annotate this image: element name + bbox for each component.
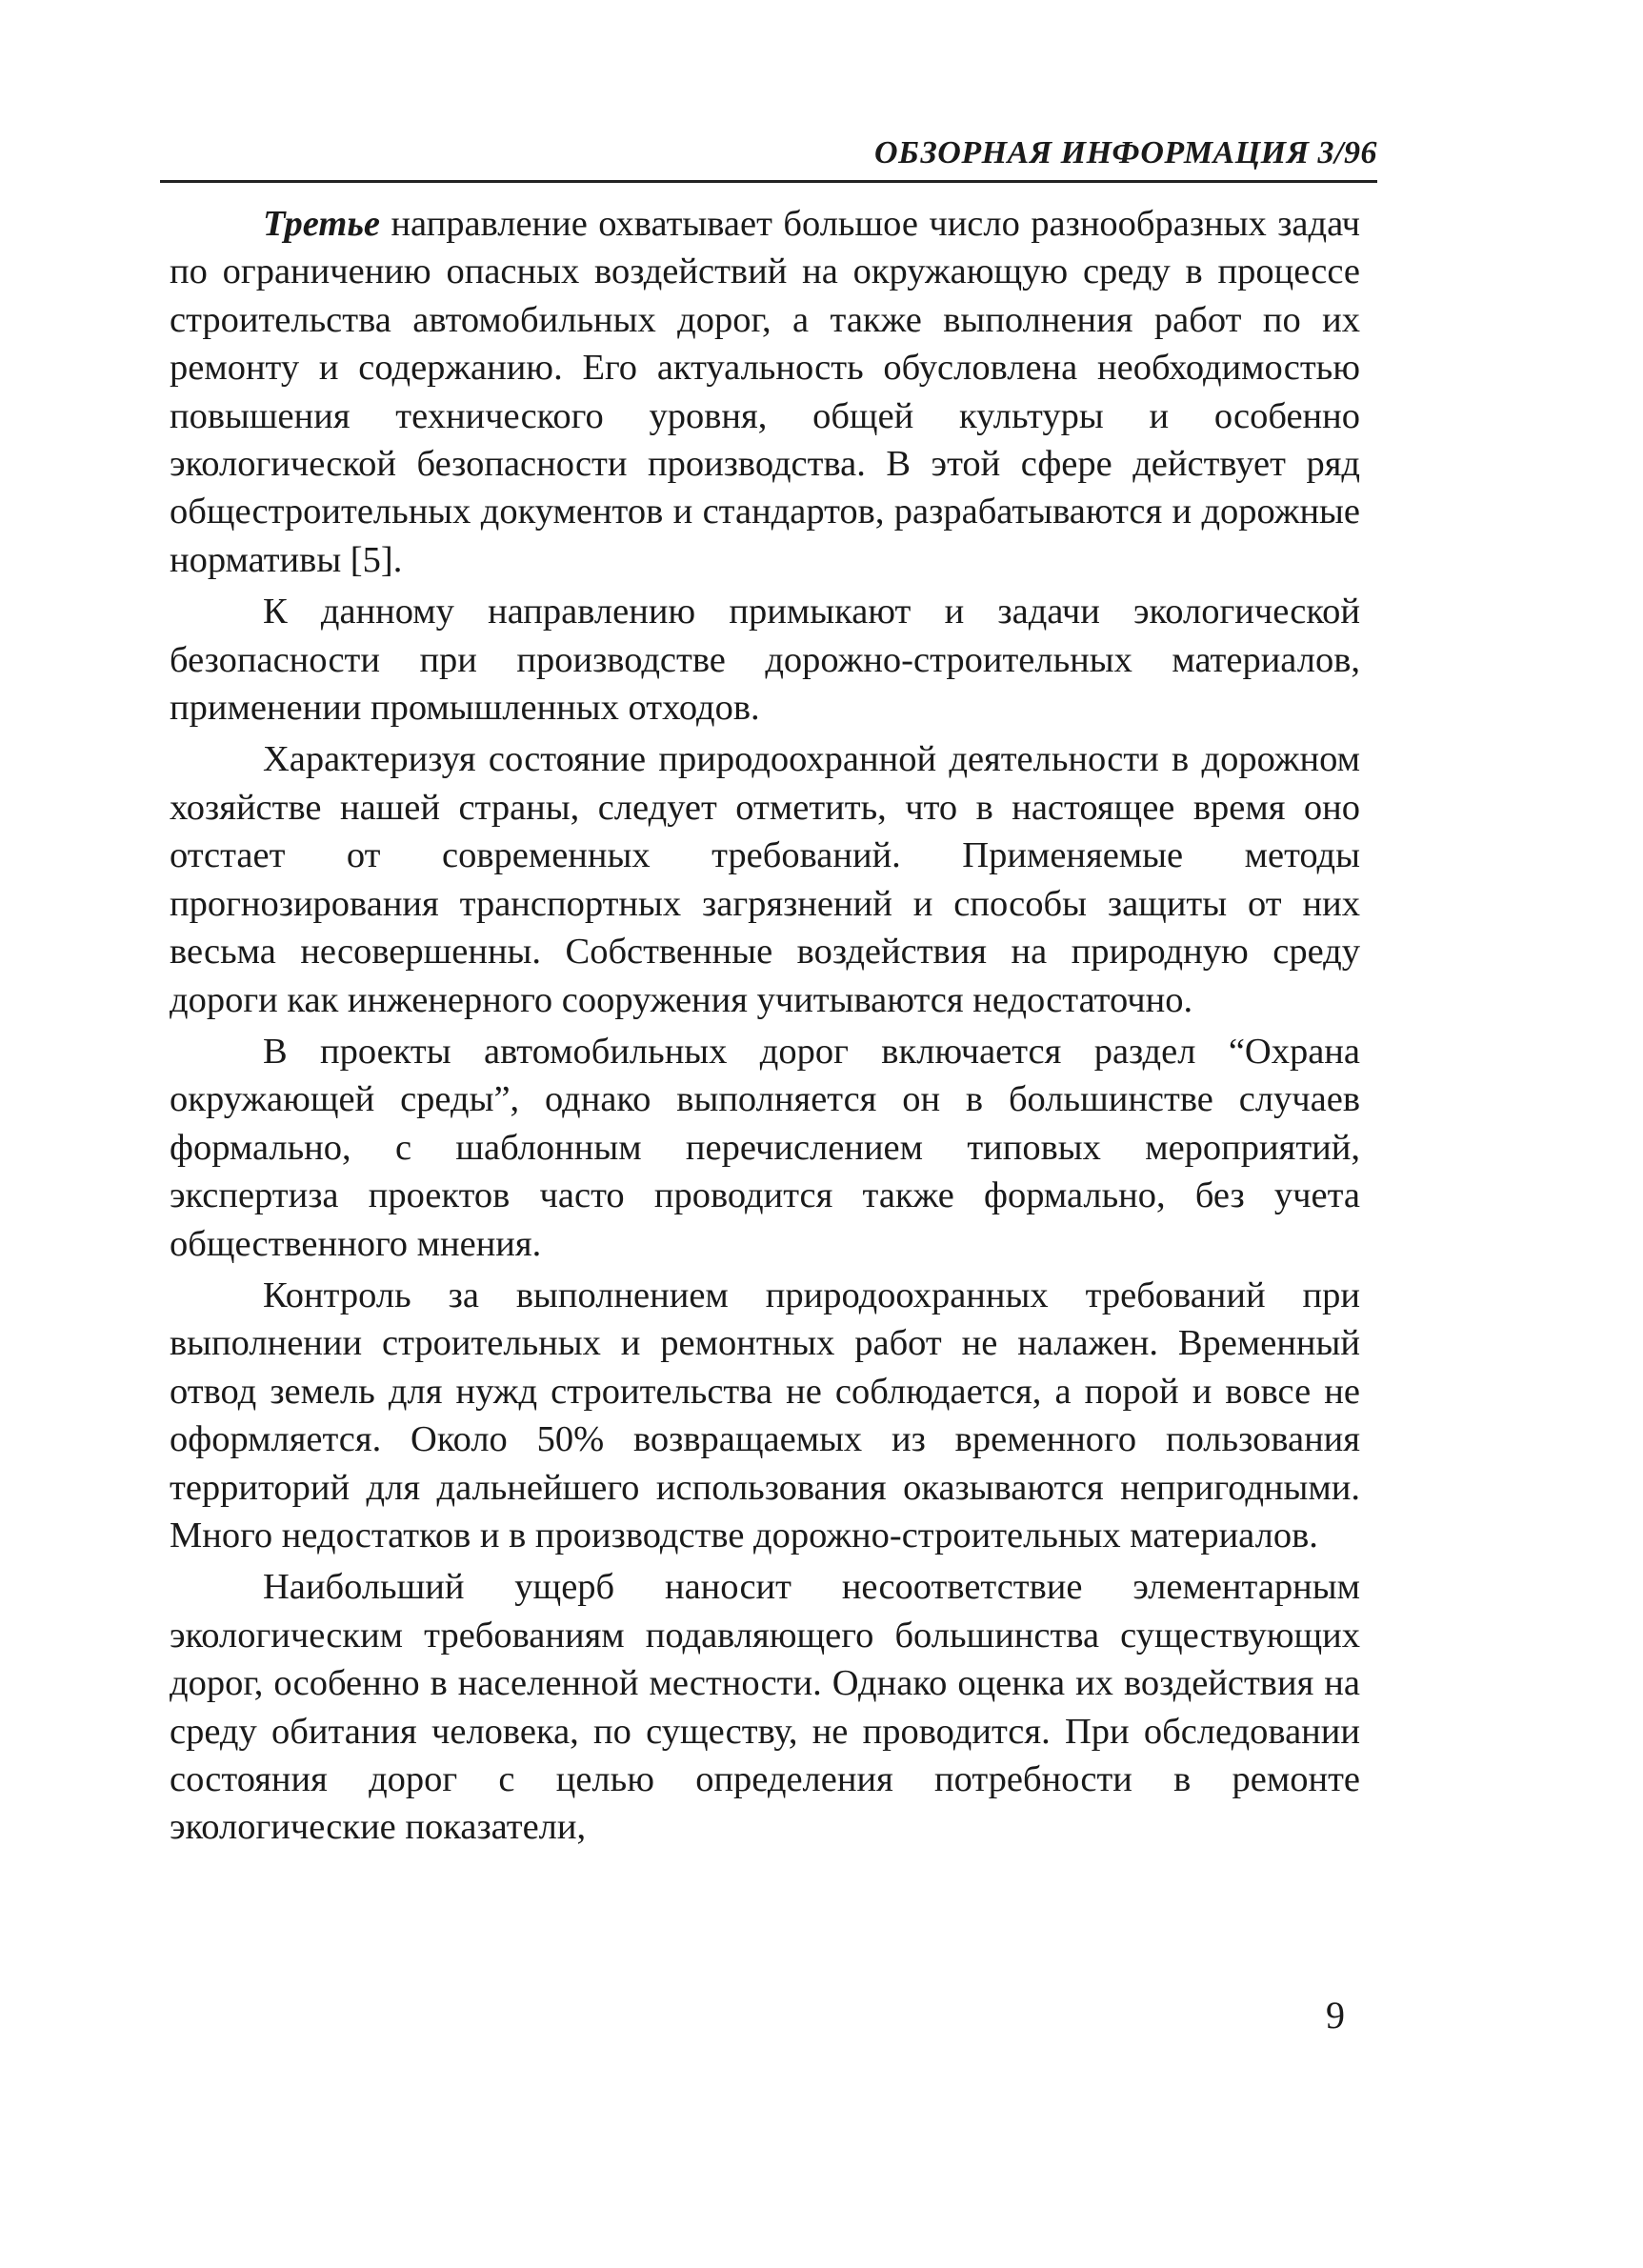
paragraph-lead-word: Третье	[263, 204, 381, 244]
page-number: 9	[1326, 1994, 1345, 2037]
running-header: ОБЗОРНАЯ ИНФОРМАЦИЯ 3/96	[874, 135, 1377, 171]
paragraph-5: Контроль за выполнением природоохранных требований при выполнении строительных и ремонтных работ не налажен. Временный отвод земель для нужд строительства не соблюдается, а порой и вовсе не оформляется. Около 50% возвращаемых из временного пользования территорий для дальнейшего использования оказываются непригодными. Много недостатков и в производстве дорожно-строительных материалов.	[170, 1274, 1360, 1555]
paragraph-3: Характеризуя состояние природоохранной деятельности в дорожном хозяйстве нашей страны, следует отметить, что в настоящее время оно отстает от современных требований. Применяемые методы прогнозирования транспортных загрязнений и способы защиты от них весьма несовершенны. Собственные воздействия на природную среду дороги как инженерного сооружения учитываются недостаточно.	[170, 739, 1360, 1020]
header-rule	[160, 180, 1377, 183]
body-text	[170, 200, 1360, 1856]
paragraph-2: К данному направлению примыкают и задачи экологической безопасности при производстве дорожно-строительных материалов, применении промышленных отходов.	[170, 592, 1360, 729]
paragraph-text: направление охватывает большое число разнообразных задач по ограничению опасных воздействий на окружающую среду в процессе строительства автомобильных дорог, а также выполнения работ по их ремонту и содержанию. Его актуальность обусловлена необходимостью повышения технического уровня, общей культуры и особенно экологической безопасности производства. В этой сфере действует ряд общестроительных документов и стандартов, разрабатываются и дорожные нормативы [5].	[170, 204, 1360, 580]
paragraph-4: В проекты автомобильных дорог включается раздел “Охрана окружающей среды”, однако выполняется он в большинстве случаев формально, с шаблонным перечислением типовых мероприятий, экспертиза проектов часто проводится также формально, без учета общественного мнения.	[170, 1031, 1360, 1264]
paragraph-1	[170, 200, 1360, 584]
paragraph-6: Наибольший ущерб наносит несоответствие элементарным экологическим требованиям подавляющего большинства существующих дорог, особенно в населенной местности. Однако оценка их воздействия на среду обитания человека, по существу, не проводится. При обследовании состояния дорог с целью определения потребности в ремонте экологические показатели,	[170, 1567, 1360, 1848]
